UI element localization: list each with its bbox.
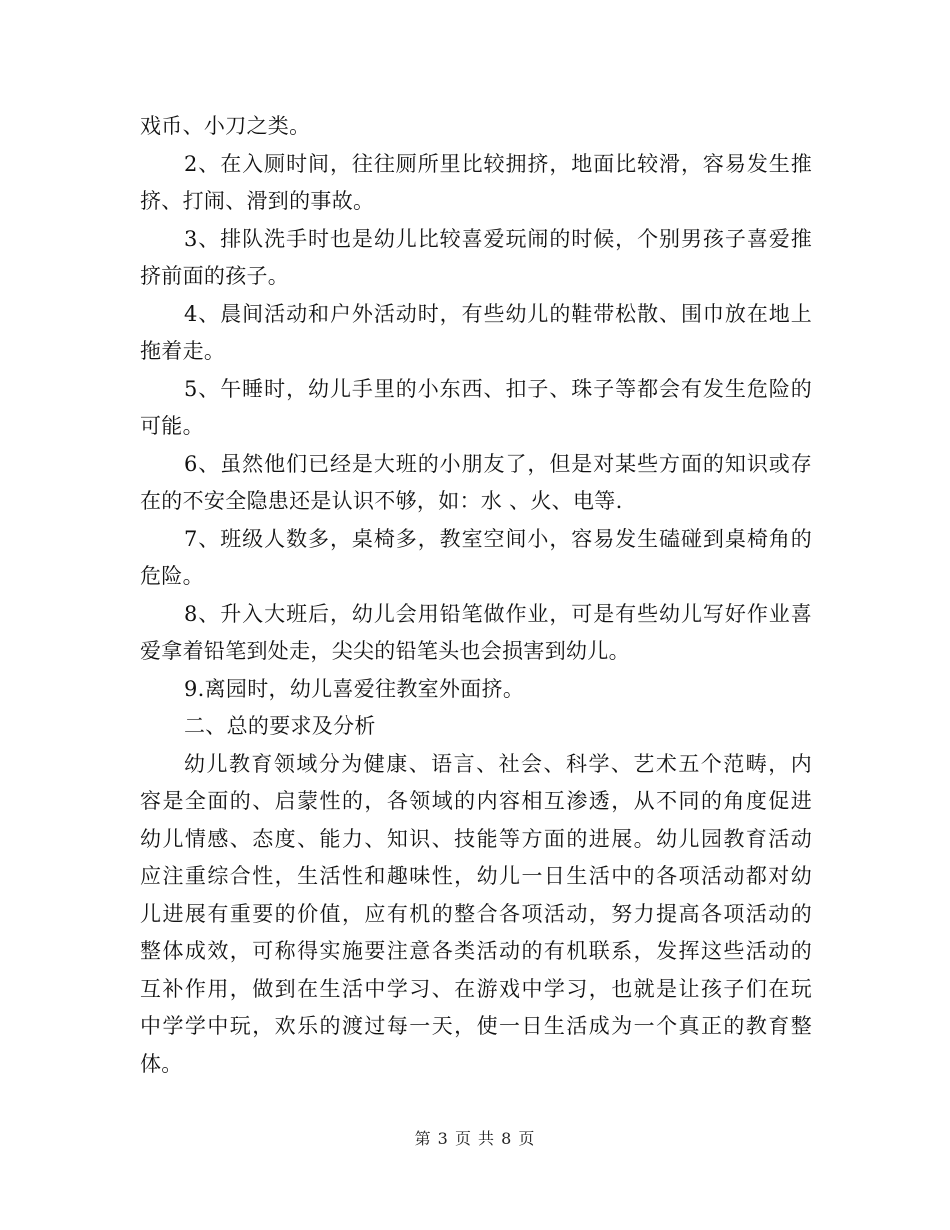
list-item-3-line-2: 挤前面的孩子。 <box>140 264 290 288</box>
list-item-6-line-1: 6、虽然他们已经是大班的小朋友了，但是对某些方面的知识或存 <box>184 451 812 476</box>
list-item-8-line-2: 爱拿着铅笔到处走，尖尖的铅笔头也会损害到幼儿。 <box>140 639 630 663</box>
list-item-8-line-1: 8、升入大班后，幼儿会用铅笔做作业，可是有些幼儿写好作业喜 <box>184 601 812 626</box>
list-item-9: 9.离园时，幼儿喜爱往教室外面挤。 <box>184 676 525 701</box>
document-body <box>140 108 812 1083</box>
section-heading: 二、总的要求及分析 <box>184 714 376 738</box>
list-item-7-line-1: 7、班级人数多，桌椅多，教室空间小，容易发生磕碰到桌椅角的 <box>184 526 812 551</box>
paragraph-line: 儿进展有重要的价值，应有机的整合各项活动，努力提高各项活动的 <box>140 901 812 926</box>
paragraph-line: 容是全面的、启蒙性的，各领域的内容相互渗透，从不同的角度促进 <box>140 789 812 813</box>
list-item-4-line-2: 拖着走。 <box>140 339 226 363</box>
list-item-2-line-1: 2、在入厕时间，往往厕所里比较拥挤，地面比较滑，容易发生推 <box>184 151 812 176</box>
list-item-6-line-2: 在的不安全隐患还是认识不够，如：水 、火、电等. <box>140 489 623 513</box>
paragraph-line: 整体成效，可称得实施要注意各类活动的有机联系，发挥这些活动的 <box>140 939 812 963</box>
paragraph-line: 体。 <box>140 1051 183 1076</box>
paragraph-line: 幼儿教育领域分为健康、语言、社会、科学、艺术五个范畴，内 <box>184 751 812 776</box>
paragraph-line: 应注重综合性，生活性和趣味性，幼儿一日生活中的各项活动都对幼 <box>140 864 812 888</box>
list-item-3-line-1: 3、排队洗手时也是幼儿比较喜爱玩闹的时候，个别男孩子喜爱推 <box>184 226 812 251</box>
paragraph-line: 互补作用，做到在生活中学习、在游戏中学习，也就是让孩子们在玩 <box>140 976 812 1001</box>
paragraph-line: 中学学中玩，欢乐的渡过每一天，使一日生活成为一个真正的教育整 <box>140 1014 812 1038</box>
list-item-2-line-2: 挤、打闹、滑到的事故。 <box>140 189 375 213</box>
list-item-4-line-1: 4、晨间活动和户外活动时，有些幼儿的鞋带松散、围巾放在地上 <box>184 301 812 326</box>
paragraph-line: 幼儿情感、态度、能力、知识、技能等方面的进展。幼儿园教育活动 <box>140 826 812 851</box>
list-item-5-line-2: 可能。 <box>140 414 204 438</box>
page-footer: 第 3 页 共 8 页 <box>414 1129 536 1148</box>
list-item-5-line-1: 5、午睡时，幼儿手里的小东西、扣子、珠子等都会有发生危险的 <box>184 376 812 401</box>
text-line: 戏币、小刀之类。 <box>140 114 311 138</box>
list-item-7-line-2: 危险。 <box>140 564 204 588</box>
